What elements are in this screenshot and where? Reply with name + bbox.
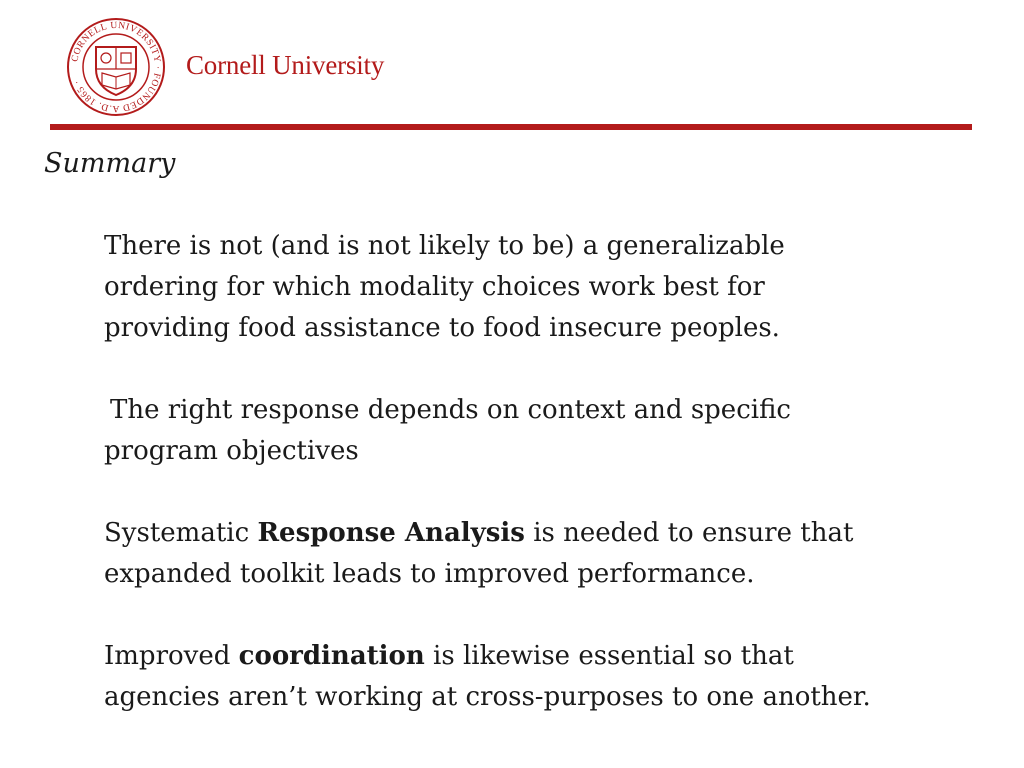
paragraph-3 bbox=[104, 513, 1004, 595]
seal-text: CORNELL UNIVERSITY · FOUNDED A.D. 1865 · bbox=[70, 20, 163, 114]
paragraph-4 bbox=[104, 636, 1004, 718]
paragraph-line: agencies aren’t working at cross-purposes to one another. bbox=[104, 682, 871, 712]
emphasis-response-analysis: Response Analysis bbox=[257, 518, 525, 548]
slide-body bbox=[104, 226, 1004, 759]
paragraph-line: ordering for which modality choices work best for bbox=[104, 272, 765, 302]
paragraph-text: is likewise essential so that bbox=[424, 641, 794, 671]
paragraph-line: program objectives bbox=[104, 436, 359, 466]
paragraph-1 bbox=[104, 226, 1004, 349]
paragraph-line: expanded toolkit leads to improved performance. bbox=[104, 559, 755, 589]
paragraph-text: Improved bbox=[104, 641, 239, 671]
paragraph-text: is needed to ensure that bbox=[524, 518, 854, 548]
slide-title: Summary bbox=[44, 148, 176, 179]
paragraph-line: The right response depends on context and specific bbox=[110, 395, 791, 425]
paragraph-line: There is not (and is not likely to be) a generalizable bbox=[104, 231, 785, 261]
paragraph-text: Systematic bbox=[104, 518, 258, 548]
cornell-seal-logo bbox=[66, 17, 166, 117]
paragraph-2 bbox=[104, 390, 1004, 472]
emphasis-coordination: coordination bbox=[238, 641, 425, 671]
university-wordmark: Cornell University bbox=[186, 50, 385, 80]
header-divider bbox=[50, 124, 972, 130]
paragraph-line: providing food assistance to food insecure peoples. bbox=[104, 313, 780, 343]
